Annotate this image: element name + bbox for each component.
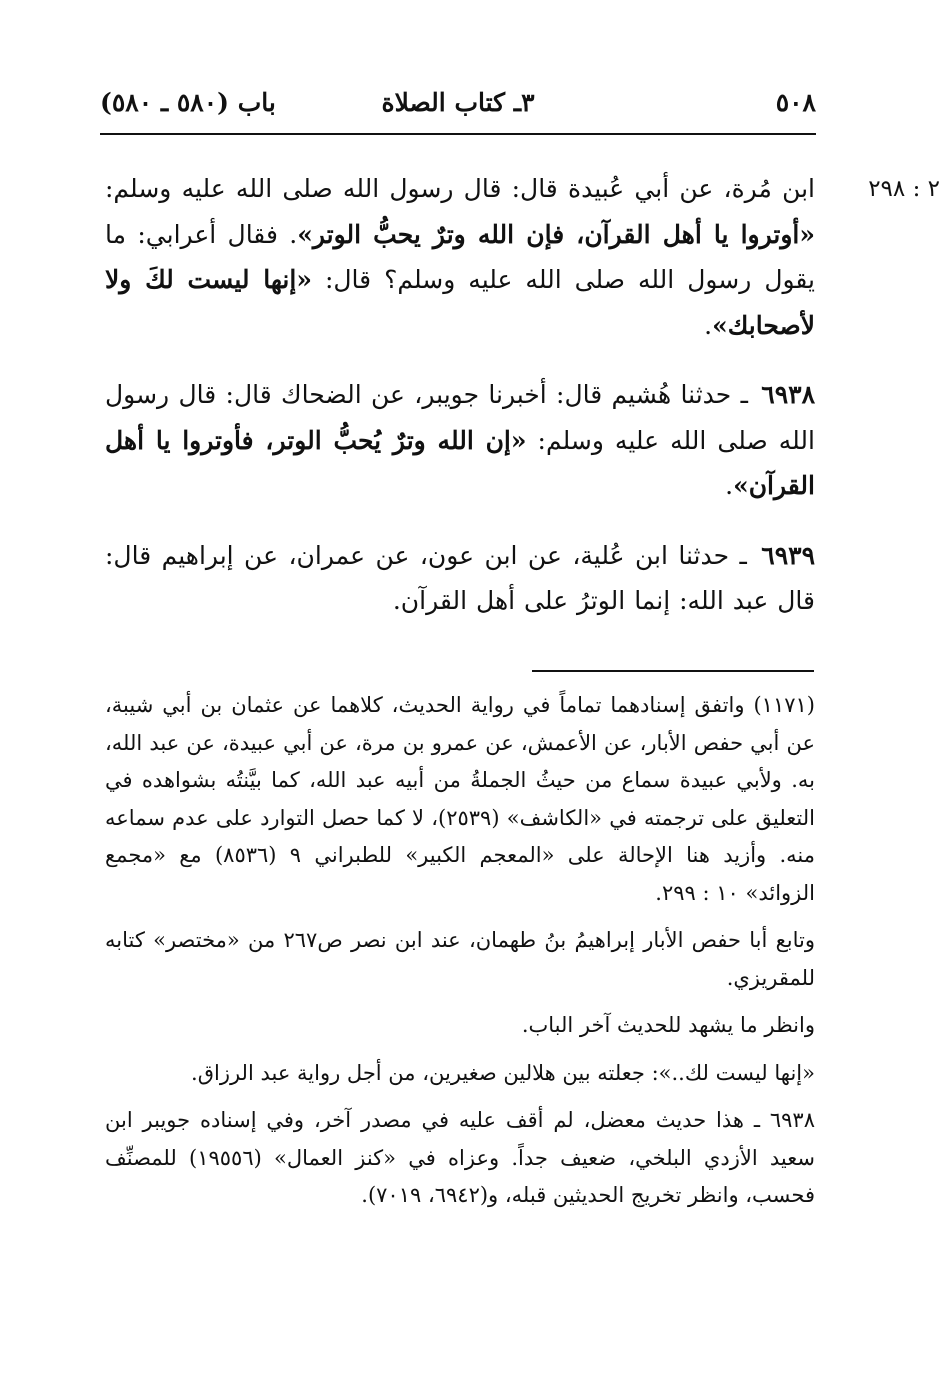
hadith-text: . bbox=[725, 471, 734, 500]
hadith-6939 bbox=[105, 533, 815, 624]
footnote-1171: (١١٧١) واتفق إسنادهما تماماً في رواية الحديث، كلاهما عن عثمان بن أبي شيبة، عن أبي حفص الأبار، عن الأعمش، عن عمرو بن مرة، عن أبي عبيدة، عن عبد الله، به. ولأبي عبيدة سماع من حيثُ الجملةُ من أبيه عبد الله، كما بيَّنتُه بشواهده في التعليق على ترجمته في «الكاشف» (٢٥٣٩)، لا كما حصل التوارد على عدم سماعه منه. وأزيد هنا الإحالة على «المعجم الكبير» للطبراني ٩ (٨٥٣٦) مع «مجمع الزوائد» ١٠ : ٢٩٩. bbox=[105, 693, 815, 905]
hadith-6938 bbox=[105, 372, 815, 509]
page-number: ٥٠٨ bbox=[775, 88, 816, 117]
hadith-quote: «إن الله وترٌ يُحبُّ الوتر، فأوتروا يا أهل القرآن» bbox=[105, 425, 815, 500]
hadith-text: ـ حدثنا هُشيم قال: أخبرنا جويبر، عن الضحاك قال: قال رسول الله صلى الله عليه وسلم: bbox=[105, 380, 815, 455]
chapter-heading: باب (٥٨٠ ـ ٥٨٠) bbox=[100, 88, 276, 117]
footnote-follow-up: وتابع أبا حفص الأبار إبراهيمُ بنُ طهمان، عند ابن نصر ص٢٦٧ من «مختصر» كتابه للمقريزي. bbox=[105, 928, 815, 990]
running-header bbox=[100, 82, 816, 126]
margin-reference: ٢ : ٢٩٨ bbox=[868, 176, 940, 202]
hadith-text: ـ حدثنا ابن عُلية، عن ابن عون، عن عمران، عن إبراهيم قال: قال عبد الله: إنما الوترُ على أهل القرآن. bbox=[105, 540, 815, 615]
hadith-quote: «أوتروا يا أهل القرآن، فإن الله وترٌ يحبُّ الوتر» bbox=[297, 219, 815, 249]
footnotes bbox=[105, 687, 815, 1215]
footnote-quote-note: «إنها ليست لك..»: جعلته بين هلالين صغيرين، من أجل رواية عبد الرزاق. bbox=[191, 1060, 815, 1085]
hadith-text: ابن مُرة، عن أبي عُبيدة قال: قال رسول الله صلى الله عليه وسلم: bbox=[105, 174, 815, 203]
footnote-6938: ٦٩٣٨ ـ هذا حديث معضل، لم أقف عليه في مصدر آخر، وفي إسناده جويبر ابن سعيد الأزدي البلخي، ضعيف جداً. وعزاه في «كنز العمال» (١٩٥٥٦) للمصنِّف فحسب، وانظر تخريج الحديثين قبله، و(٦٩٤٢، ٧٠١٩). bbox=[105, 1108, 815, 1207]
hadith-number: ٦٩٣٩ bbox=[761, 540, 815, 570]
book-title: ٣ـ كتاب الصلاة bbox=[381, 88, 535, 117]
hadith-quote: «إنها ليست لكَ ولا لأصحابك» bbox=[105, 265, 815, 340]
footnote-divider bbox=[532, 670, 814, 672]
header-divider bbox=[100, 133, 816, 135]
hadith-text: . فقال أعرابي: ما يقول رسول الله صلى الله عليه وسلم؟ قال: bbox=[105, 219, 815, 294]
footnote-see-also: وانظر ما يشهد للحديث آخر الباب. bbox=[521, 1013, 815, 1037]
hadith-number: ٦٩٣٨ bbox=[761, 380, 815, 409]
hadith-text: . bbox=[704, 310, 713, 340]
main-text bbox=[105, 166, 815, 624]
hadith-continued bbox=[105, 166, 815, 348]
